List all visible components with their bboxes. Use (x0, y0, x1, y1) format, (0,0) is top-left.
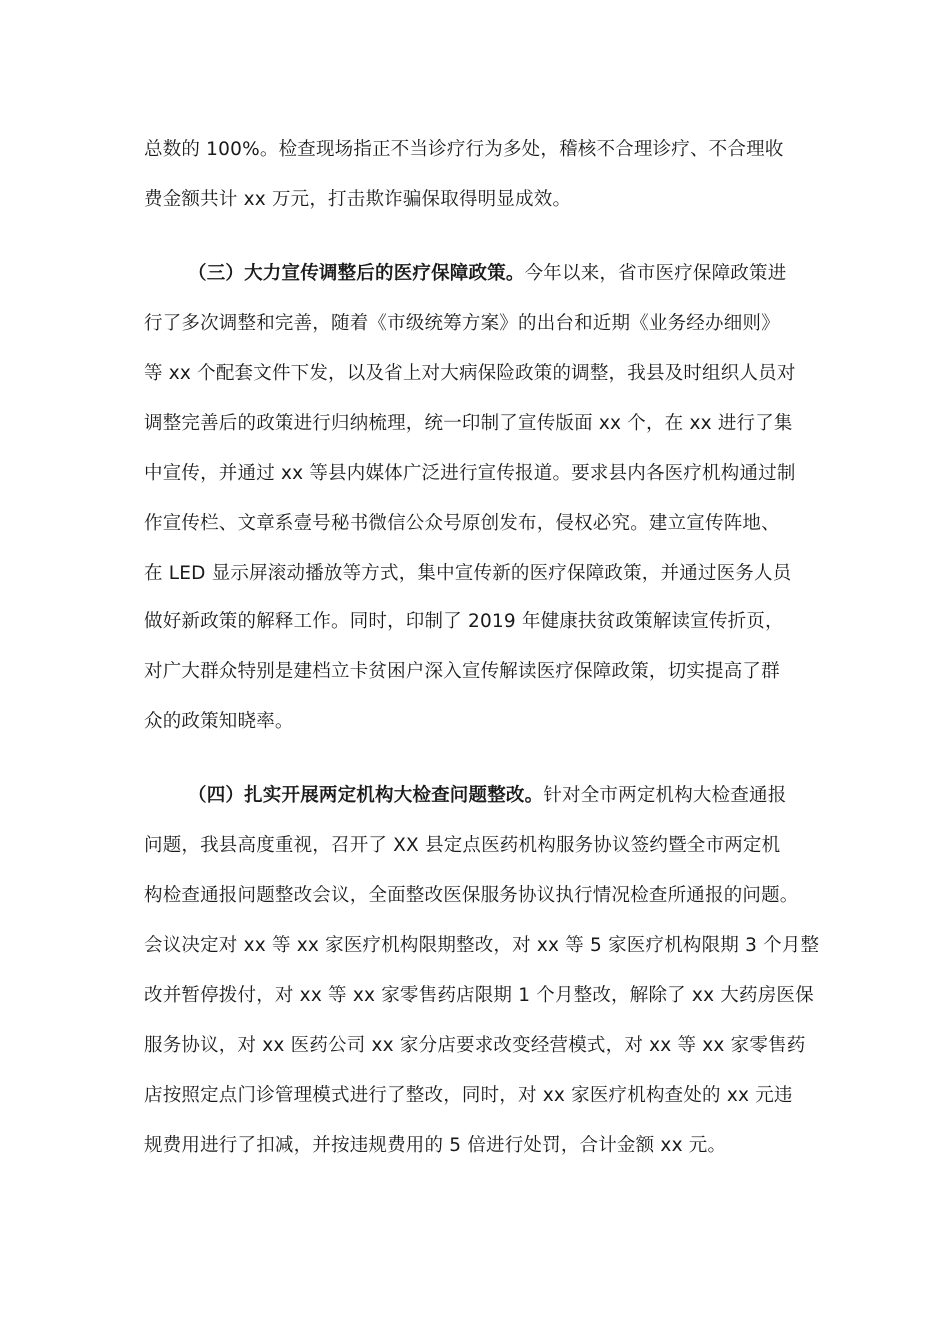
text-line: 服务协议，对 xx 医药公司 xx 家分店要求改变经营模式，对 xx 等 xx 家零售药 (144, 1035, 806, 1056)
text-span: 针对全市两定机构大检查通报 (543, 785, 787, 806)
text-line: 费金额共计 xx 万元，打击欺诈骗保取得明显成效。 (144, 189, 572, 210)
text-line: 会议决定对 xx 等 xx 家医疗机构限期整改，对 xx 等 5 家医疗机构限期 3 个月整 (144, 935, 820, 956)
text-line: 中宣传，并通过 xx 等县内媒体广泛进行宣传报道。要求县内各医疗机构通过制 (144, 463, 796, 484)
paragraph-3-first-line (188, 261, 786, 287)
paragraph-4-first-line (188, 783, 786, 809)
section-heading-3: （三）大力宣传调整后的医疗保障政策。 (188, 263, 525, 284)
text-line: 构检查通报问题整改会议，全面整改医保服务协议执行情况检查所通报的问题。 (144, 885, 799, 906)
text-line: 店按照定点门诊管理模式进行了整改，同时，对 xx 家医疗机构查处的 xx 元违 (144, 1085, 793, 1106)
text-line: 在 LED 显示屏滚动播放等方式，集中宣传新的医疗保障政策，并通过医务人员 (144, 563, 792, 584)
text-line: 调整完善后的政策进行归纳梳理，统一印制了宣传版面 xx 个，在 xx 进行了集 (144, 413, 793, 434)
text-line: 等 xx 个配套文件下发，以及省上对大病保险政策的调整，我县及时组织人员对 (144, 363, 796, 384)
text-line: 做好新政策的解释工作。同时，印制了 2019 年健康扶贫政策解读宣传折页， (144, 611, 784, 632)
text-line: 对广大群众特别是建档立卡贫困户深入宣传解读医疗保障政策，切实提高了群 (144, 661, 780, 682)
text-line: 作宣传栏、文章系壹号秘书微信公众号原创发布，侵权必究。建立宣传阵地、 (144, 513, 780, 534)
text-line: 行了多次调整和完善，随着《市级统筹方案》的出台和近期《业务经办细则》 (144, 313, 780, 334)
text-line: 总数的 100%。检查现场指正不当诊疗行为多处，稽核不合理诊疗、不合理收 (144, 139, 784, 160)
text-line: 问题，我县高度重视，召开了 XX 县定点医药机构服务协议签约暨全市两定机 (144, 835, 781, 856)
text-line: 改并暂停拨付，对 xx 等 xx 家零售药店限期 1 个月整改，解除了 xx 大药房医保 (144, 985, 814, 1006)
section-heading-4: （四）扎实开展两定机构大检查问题整改。 (188, 785, 544, 806)
text-span: 今年以来，省市医疗保障政策进 (524, 263, 787, 284)
text-line: 规费用进行了扣减，并按违规费用的 5 倍进行处罚，合计金额 xx 元。 (144, 1135, 727, 1156)
text-line: 众的政策知晓率。 (144, 711, 294, 732)
